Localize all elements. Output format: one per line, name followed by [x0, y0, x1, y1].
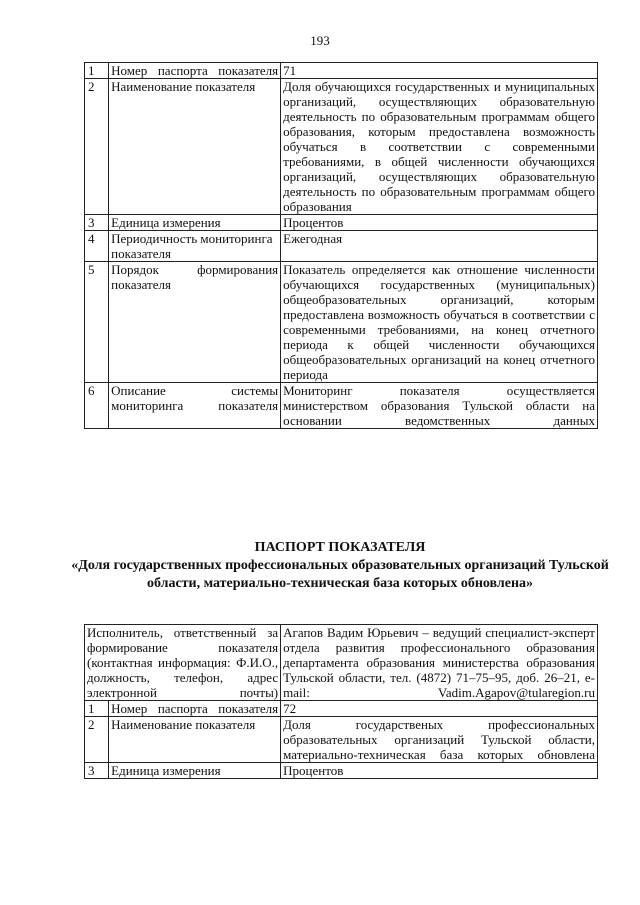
executor-value: Агапов Вадим Юрьевич – ведущий специалист-эксперт отдела развития профессионального образования департамента образования министерства образования Тульской области, тел. (4872) 71–75–95, доб. 26–21, e-mail: Vadim.Agapov@tularegion.ru	[281, 625, 598, 701]
row-label: Наименование показателя	[109, 79, 281, 215]
indicator-passport-table-72	[84, 624, 598, 779]
executor-label: Исполнитель, ответственный за формирование показателя (контактная информация: Ф.И.О., должность, телефон, адрес электронной почты)	[85, 625, 281, 701]
table-row	[85, 63, 598, 79]
table-row	[85, 215, 598, 231]
table-row	[85, 717, 598, 763]
row-label: Номер паспорта показателя	[109, 63, 281, 79]
row-value: Доля обучающихся государственных и муниципальных организаций, осуществляющих образовательную деятельность по образовательным программам общего образования, которым предоставлена возможность обучаться в соответствии с современными требованиями, в общей численности обучающихся организаций, осуществляющих образовательную деятельность по образовательным программам общего образования	[281, 79, 598, 215]
table-row	[85, 79, 598, 215]
passport-subtitle: «Доля государственных профессиональных образовательных организаций Тульской области, материально-техническая база которых обновлена»	[71, 558, 609, 591]
row-value: 71	[281, 63, 598, 79]
row-number: 6	[85, 383, 109, 429]
row-label: Наименование показателя	[109, 717, 281, 763]
row-label: Единица измерения	[109, 763, 281, 779]
row-value: Процентов	[281, 215, 598, 231]
indicator-passport-table-71	[84, 62, 598, 429]
page-number: 193	[310, 33, 330, 48]
table-row	[85, 701, 598, 717]
row-value: 72	[281, 701, 598, 717]
row-label: Единица измерения	[109, 215, 281, 231]
row-value: Доля государственых профессиональных образовательных организаций Тульской области, материально-техническая база которых обновлена	[281, 717, 598, 763]
row-number: 3	[85, 215, 109, 231]
row-number: 2	[85, 717, 109, 763]
row-number: 2	[85, 79, 109, 215]
row-number: 3	[85, 763, 109, 779]
row-label: Порядок формирования показателя	[109, 262, 281, 383]
table-row	[85, 231, 598, 262]
passport-heading: ПАСПОРТ ПОКАЗАТЕЛЯ	[254, 540, 426, 555]
row-label: Номер паспорта показателя	[109, 701, 281, 717]
row-number: 1	[85, 701, 109, 717]
row-number: 4	[85, 231, 109, 262]
row-label: Описание системы мониторинга показателя	[109, 383, 281, 429]
row-number: 5	[85, 262, 109, 383]
table-row	[85, 625, 598, 701]
row-value: Ежегодная	[281, 231, 598, 262]
row-number: 1	[85, 63, 109, 79]
row-value: Мониторинг показателя осуществляется министерством образования Тульской области на основании ведомственных данных	[281, 383, 598, 429]
row-label: Периодичность мониторинга показателя	[109, 231, 281, 262]
table-row	[85, 383, 598, 429]
table-row	[85, 262, 598, 383]
row-value: Показатель определяется как отношение численности обучающихся государственных (муниципальных) общеобразовательных организаций, которым предоставлена возможность обучаться в соответствии с современными требованиями, на конец отчетного периода к общей численности обучающихся общеобразовательных организаций на конец отчетного периода	[281, 262, 598, 383]
row-value: Процентов	[281, 763, 598, 779]
table-row	[85, 763, 598, 779]
